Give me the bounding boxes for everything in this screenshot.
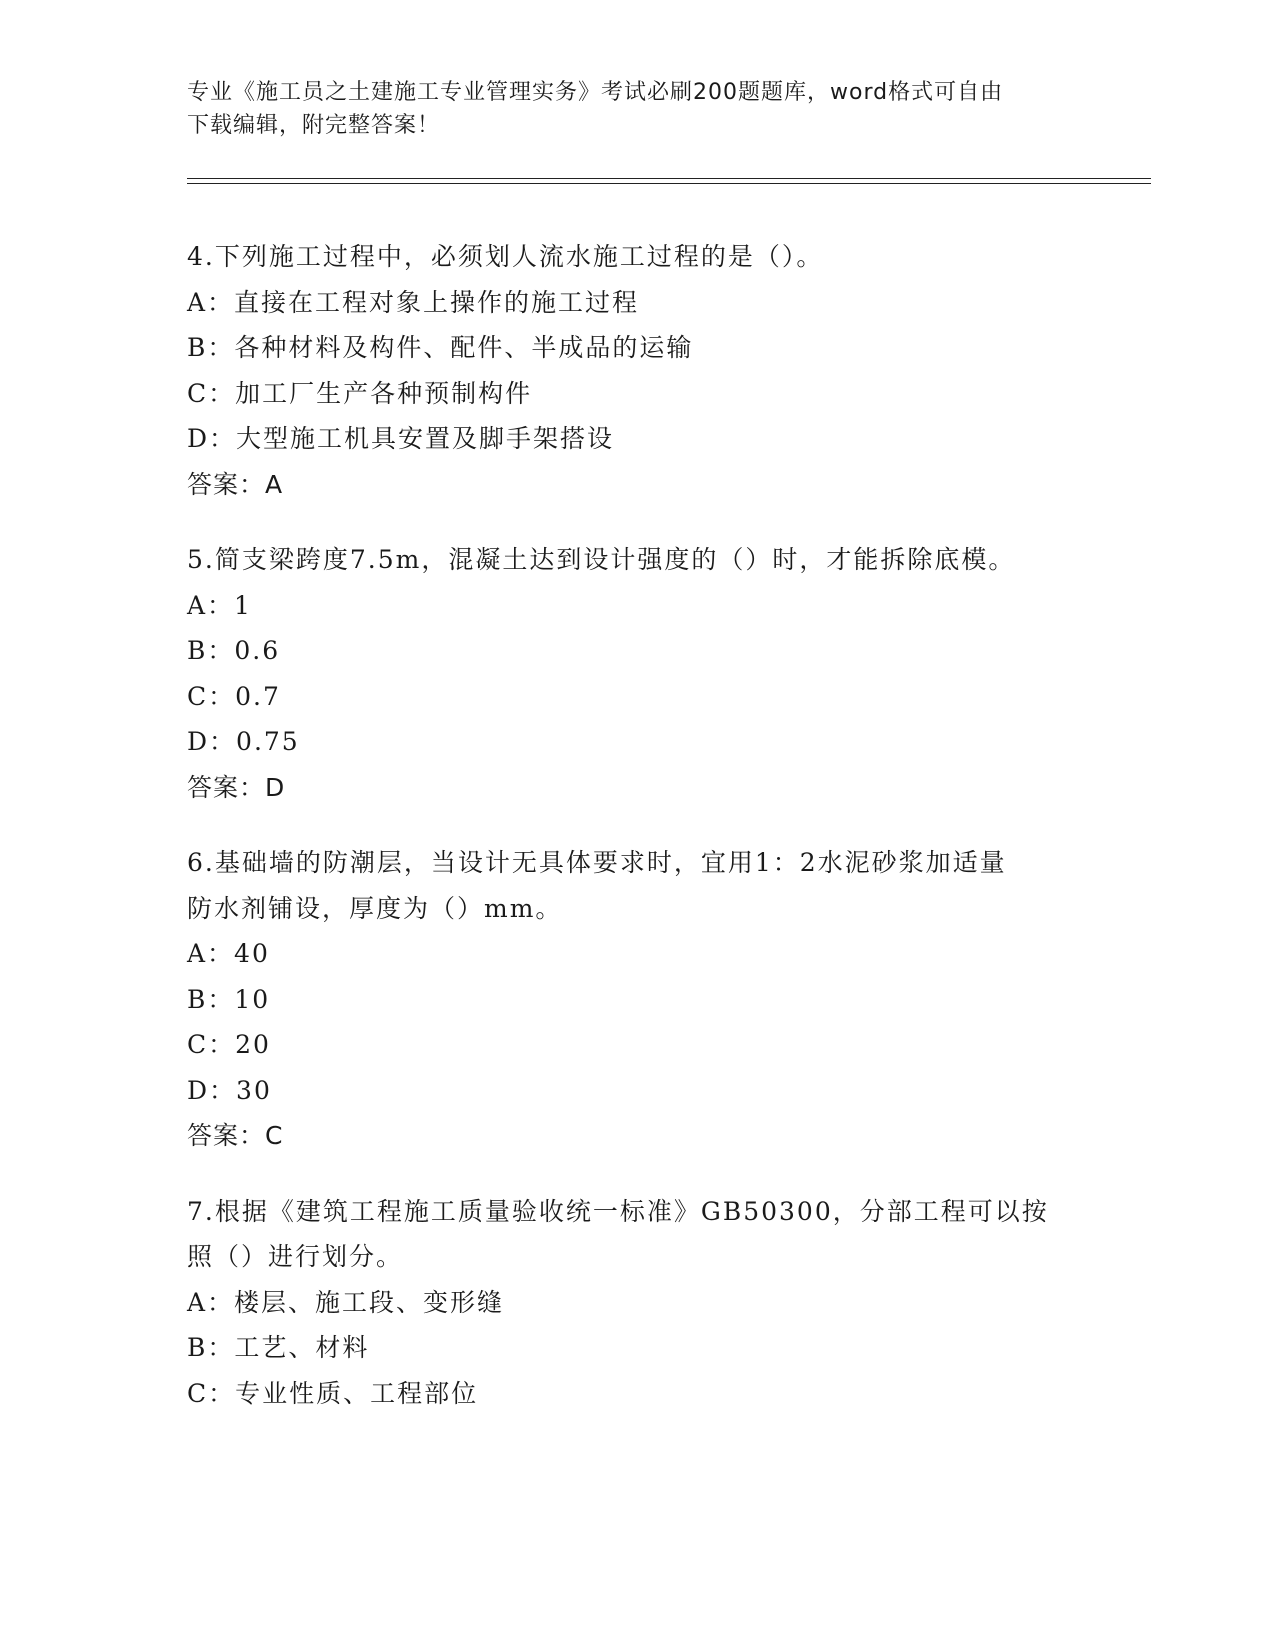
question-text-line-2: 防水剂铺设，厚度为（）mm。 [187,893,563,923]
option-c: C：专业性质、工程部位 [187,1378,479,1408]
option-d: D：0.75 [187,727,300,756]
answer [187,765,1107,811]
option-c: C：20 [187,1030,271,1059]
answer-value: D [265,772,286,802]
answer [187,1113,1107,1159]
option-b: B：0.6 [187,636,281,665]
option-b: B：工艺、材料 [187,1333,370,1362]
question-text-line-1: 6.基础墙的防潮层，当设计无具体要求时，宜用1：2水泥砂浆加适量 [187,848,1007,877]
option-a: A：楼层、施工段、变形缝 [187,1287,505,1317]
question-text-line-1: 7.根据《建筑工程施工质量验收统一标准》GB50300，分部工程可以按 [187,1196,1049,1226]
question-6 [187,840,1107,1159]
option-a: A：40 [187,939,270,968]
document-header [187,76,1087,142]
option-d: D：大型施工机具安置及脚手架搭设 [187,424,615,453]
question-text-line-2: 照（）进行划分。 [187,1242,404,1271]
option-d: D：30 [187,1075,272,1105]
answer [187,462,1107,508]
answer-label: 答案： [187,1121,266,1150]
option-a: A：1 [187,590,252,620]
answer-label: 答案： [187,772,266,802]
header-line-2: 下载编辑，附完整答案！ [187,113,441,138]
question-5 [187,537,1107,810]
question-7 [187,1189,1107,1417]
question-4 [187,234,1107,507]
header-divider-top [187,178,1151,179]
option-b: B：10 [187,984,271,1014]
question-list [187,234,1107,1446]
question-text: 5.简支梁跨度7.5m，混凝土达到设计强度的（）时，才能拆除底模。 [187,545,1016,574]
answer-label: 答案： [187,469,266,499]
question-text: 4.下列施工过程中，必须划人流水施工过程的是（）。 [187,242,824,271]
header-line-1: 专业《施工员之土建施工专业管理实务》考试必刷200题题库，word格式可自由 [187,80,1004,105]
option-a: A：直接在工程对象上操作的施工过程 [187,287,640,317]
option-b: B：各种材料及构件、配件、半成品的运输 [187,333,694,362]
option-c: C：加工厂生产各种预制构件 [187,378,533,408]
answer-value: A [265,469,284,499]
header-divider-bottom [187,183,1151,184]
answer-value: C [265,1121,284,1150]
option-c: C：0.7 [187,681,281,711]
